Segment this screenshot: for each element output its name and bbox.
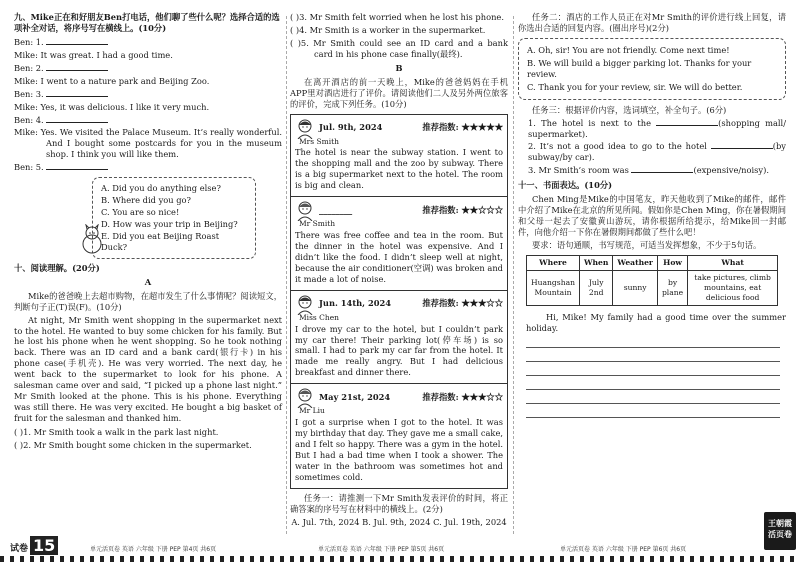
speaker-label: Ben: 4.	[14, 114, 44, 125]
table-row	[527, 270, 778, 305]
dialogue-text: Yes, it was delicious. I like it very much.	[40, 101, 210, 112]
page-info: 单元活页卷 英语 六年级 下册 PEP 第5页 共6页	[318, 546, 445, 554]
footer-dots	[0, 556, 800, 562]
task1-options: A. Jul. 7th, 2024 B. Jul. 9th, 2024 C. Jul. 19th, 2024	[291, 516, 507, 527]
reviewer-name: Miss Chen	[299, 312, 339, 322]
table-header-row	[527, 255, 778, 270]
table-cell: sunny	[613, 270, 658, 305]
writing-line[interactable]	[526, 390, 780, 404]
option-item: C. You are so nice!	[101, 207, 180, 218]
reading-a-intro: Mike的爸爸晚上去超市购物，在超市发生了什么事情呢？阅读短文，判断句子正(T)误(F)。(10分)	[14, 290, 282, 312]
task2-option: B. We will build a bigger parking lot. Thanks for your review.	[527, 57, 752, 79]
writing-line[interactable]	[526, 334, 780, 348]
speaker-label: Mike:	[14, 101, 38, 112]
column-divider	[513, 16, 514, 534]
tf-item: ( )2. Mr Smith bought some chicken in the supermarket.	[14, 439, 252, 450]
dialogue-text: I went to a nature park and Beijing Zoo.	[40, 75, 210, 86]
table-header-cell: When	[580, 255, 613, 270]
dialogue-text: Yes. We visited the Palace Museum. It’s really wonderful. And I bought some postcards for you in the museum shop. I think you will like them.	[40, 127, 282, 160]
answer-blank[interactable]	[631, 165, 693, 173]
speaker-label: Mike:	[14, 75, 38, 86]
brand-logo: 王朝霞 活页卷	[764, 512, 796, 550]
review-date: Jul. 9th, 2024	[319, 122, 383, 133]
left-column	[14, 12, 282, 540]
letter-start: Hi, Mike! My family had a good time over the summer holiday.	[526, 311, 786, 333]
reviewer-name: Mrs Smith	[299, 136, 339, 146]
table-cell: by plane	[657, 270, 687, 305]
section-a-label: A	[144, 276, 152, 287]
task3-item	[518, 141, 786, 163]
info-table	[526, 255, 778, 306]
speaker-label: Ben: 2.	[14, 62, 44, 73]
speaker-label: Ben: 5.	[14, 162, 44, 173]
task3-item	[518, 165, 786, 176]
dialogue-line	[14, 102, 282, 113]
task2-option: A. Oh, sir! You are not friendly. Come next time!	[527, 44, 730, 55]
tf-item: ( )5. Mr Smith could see an ID card and a bank card in his phone case finally(最终).	[290, 37, 508, 59]
q10-title: 十、阅读理解。(20分)	[14, 262, 100, 273]
speaker-label: Ben: 3.	[14, 88, 44, 99]
review-card	[291, 197, 507, 291]
answer-blank[interactable]	[711, 141, 773, 149]
badge-number: 15	[30, 536, 58, 555]
answer-blank[interactable]	[46, 37, 108, 45]
speaker-label: Mike:	[14, 127, 38, 138]
table-header-cell: What	[688, 255, 778, 270]
task3-choices: (expensive/noisy).	[693, 165, 769, 176]
dialogue-text: It was great. I had a good time.	[40, 49, 173, 60]
review-text: I got a surprise when I got to the hotel. It was my birthday that day. They gave me a small cake, and I felt so happy. There was a gym in the hotel. But I had a bad time when I took a shower. The water in the bathroom was sometimes hot and sometimes cold.	[295, 417, 503, 482]
table-cell: July 2nd	[580, 270, 613, 305]
dialogue-line	[14, 89, 282, 100]
right-column	[518, 12, 786, 540]
table-header-cell: How	[657, 255, 687, 270]
review-date: Jun. 14th, 2024	[319, 298, 392, 309]
answer-blank[interactable]	[46, 63, 108, 71]
task3-item	[518, 118, 786, 140]
writing-line[interactable]	[526, 376, 780, 390]
tf-item: ( )1. Mr Smith took a walk in the park last night.	[14, 426, 219, 437]
option-item: A. Did you do anything else?	[101, 183, 221, 194]
q9-title: 九、Mike正在和好朋友Ben打电话，他们聊了些什么呢？选择合适的选项补全对话，将序号写在横线上。(10分)	[14, 12, 280, 33]
review-card	[291, 115, 507, 198]
answer-blank[interactable]	[46, 162, 108, 170]
task3-choices: (shopping mall/ supermarket).	[528, 117, 786, 139]
option-item: B. Where did you go?	[101, 195, 191, 206]
reviews-panel	[290, 114, 508, 489]
review-card	[291, 291, 507, 385]
speaker-label: Ben: 1.	[14, 36, 44, 47]
reviewer-name: Mr Smith	[299, 219, 336, 229]
task3-items	[518, 118, 786, 177]
exam-badge	[10, 535, 58, 556]
dialogue-line	[14, 115, 282, 126]
review-rating: 推荐指数: ★★★☆☆	[422, 391, 503, 402]
middle-column	[290, 12, 508, 540]
page-footer	[0, 535, 800, 566]
reading-a-story: At night, Mr Smith went shopping in the supermarket next to the hotel. He wanted to buy some chicken for his family. But he lost his phone when he went shopping. So he took nothing back. There was an ID card and a bank card(银行卡) in his phone case(手机壳). He was very worried. The next day, he went back to the supermarket to look for his phone. A salesman came over and said, “I picked up a phone last night.” Mr Smith looked at the phone. This is his phone. Everything was still there. He was very excited. He bought a big basket of fruit for the salesman and thanked him.	[14, 314, 282, 423]
speaker-label: Mike:	[14, 49, 38, 60]
review-rating: 推荐指数: ★★★☆☆	[422, 298, 503, 309]
table-header-cell: Where	[527, 255, 580, 270]
writing-line[interactable]	[526, 348, 780, 362]
task3-stem: 2. It’s not a good idea to go to the hotel	[528, 141, 711, 152]
task2-text: 任务二：酒店的工作人员正在对Mr Smith的评价进行线上回复，请你选出合适的回复内容。(圈出序号)(2分)	[518, 12, 786, 33]
writing-line[interactable]	[526, 362, 780, 376]
page-info: 单元活页卷 英语 六年级 下册 PEP 第6页 共6页	[560, 546, 687, 554]
section-b-label: B	[395, 62, 403, 73]
reading-b-intro: 在离开酒店的前一天晚上，Mike的爸爸妈妈在手机APP里对酒店进行了评价。请阅读他们二人及另外两位旅客的评价，完成下列任务。(10分)	[290, 76, 508, 109]
tf-item: ( )3. Mr Smith felt worried when he lost his phone.	[290, 12, 504, 22]
task3-text: 任务三：根据评价内容，选词填空，补全句子。(6分)	[532, 104, 727, 115]
review-rating: 推荐指数: ★★★★★	[422, 122, 503, 133]
column-divider	[286, 16, 287, 534]
review-rating: 推荐指数: ★★☆☆☆	[422, 204, 503, 215]
dialogue-line	[14, 63, 282, 74]
reviewer-avatar-icon	[295, 117, 315, 139]
writing-requirement: 要求：语句通顺，书写规范，可适当发挥想象，不少于5句话。	[532, 239, 762, 250]
dialogue-line	[14, 162, 282, 173]
answer-blank[interactable]	[46, 115, 108, 123]
task3-stem: 3. Mr Smith’s room was	[528, 165, 632, 176]
option-item: E. Did you eat Beijing Roast Duck?	[101, 230, 220, 252]
q11-title: 十一、书面表达。(10分)	[518, 180, 613, 191]
dialogue	[14, 37, 282, 173]
dialogue-line	[14, 127, 282, 160]
options-box	[92, 177, 256, 259]
reviewer-avatar-icon	[295, 386, 315, 408]
reviewer-name: Mr Liu	[299, 406, 325, 416]
tf-item: ( )4. Mr Smith is a worker in the supermarket.	[290, 24, 486, 35]
task1-text: 任务一：请推测一下Mr Smith发表评价的时间，将正确答案的序号写在材料中的横线上。(2分)	[290, 492, 508, 514]
badge-label: 试卷	[10, 543, 29, 554]
option-item: D. How was your trip in Beijing?	[101, 219, 238, 229]
review-date: ________	[319, 204, 353, 215]
reviewer-avatar-icon	[295, 293, 315, 315]
table-header-cell: Weather	[613, 255, 658, 270]
answer-blank[interactable]	[656, 118, 718, 126]
review-text: The hotel is near the subway station. I went to the shopping mall and the zoo by subway. There is a big supermarket next to the hotel. The room is big and clean.	[295, 147, 503, 191]
table-cell: take pictures, climb mountains, eat delicious food	[688, 270, 778, 305]
dialogue-line	[14, 37, 282, 48]
cartoon-cat-icon	[80, 224, 104, 254]
writing-line[interactable]	[526, 404, 780, 418]
task2-options-box	[518, 38, 786, 100]
table-cell: Huangshan Mountain	[527, 270, 580, 305]
review-text: I drove my car to the hotel, but I couldn’t park my car there! Their parking lot(停车场) is so small. I had to park my car far from the hotel. It made me really angry. But I had delicious breakfast and dinner there.	[295, 323, 503, 378]
writing-prompt: Chen Ming是Mike的中国笔友，昨天他收到了Mike的邮件，邮件中介绍了Mike在北京的所见所闻。假如你是Chen Ming，你在暑假期间和父母一起去了安徽黄山游玩，请你根据所给提示，给Mike回一封邮件，向他介绍一下你在暑假期间都做了些什么吧！	[518, 194, 786, 237]
task3-choices: (by subway/by car).	[528, 141, 786, 163]
task3-stem: 1. The hotel is next to the	[528, 117, 657, 128]
review-date: May 21st, 2024	[319, 391, 391, 402]
task2-option: C. Thank you for your review, sir. We will do better.	[527, 81, 743, 92]
dialogue-line	[14, 50, 282, 61]
reviewer-avatar-icon	[295, 199, 315, 221]
review-text: There was free coffee and tea in the room. But the dinner in the hotel was expensive. And I didn’t like the food. I didn’t sleep well at night, because the air conditioner(空调) was broken and it made a lot of noise.	[295, 230, 503, 284]
page-info: 单元活页卷 英语 六年级 下册 PEP 第4页 共6页	[90, 546, 217, 554]
answer-blank[interactable]	[46, 89, 108, 97]
review-card	[291, 384, 507, 488]
dialogue-line	[14, 76, 282, 87]
